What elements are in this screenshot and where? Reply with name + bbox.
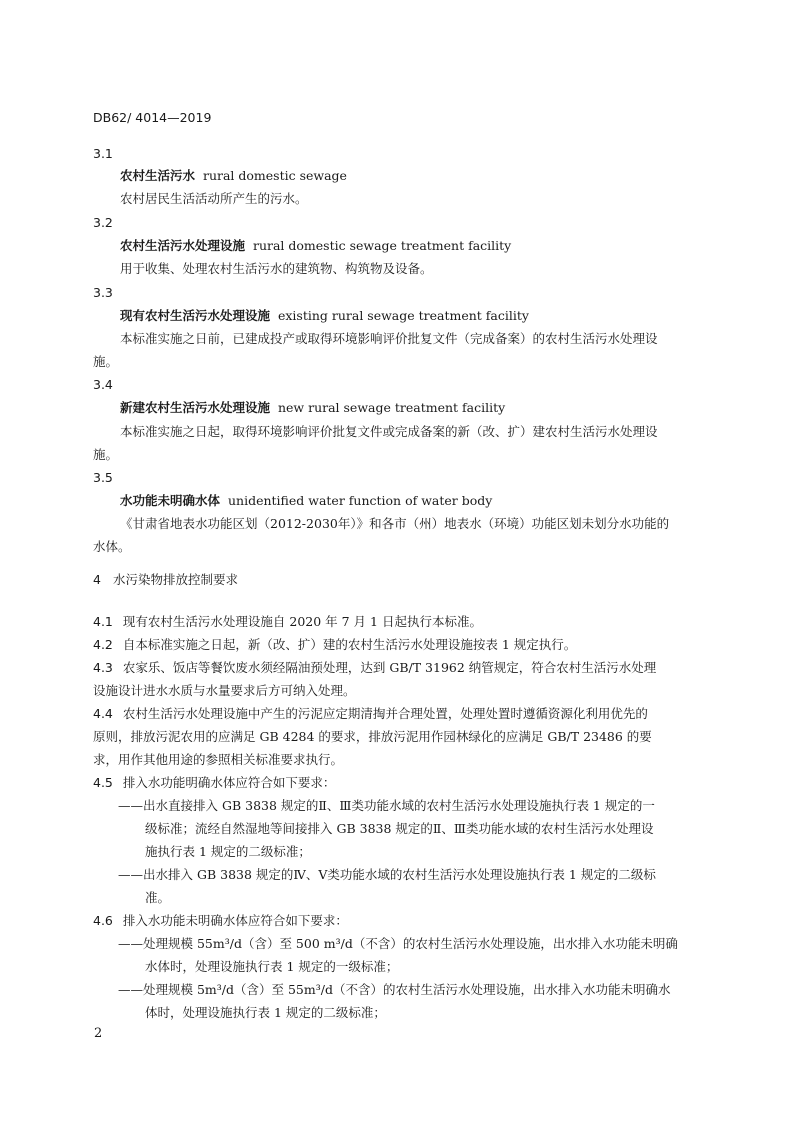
clause-text: 农村生活污水处理设施中产生的污泥应定期清掏并合理处置，处理处置时遵循资源化利用优先的 <box>122 706 648 721</box>
term-heading <box>120 400 505 416</box>
term-definition-cont: 施。 <box>93 354 119 369</box>
list-item: ——出水直接排入 GB 3838 规定的Ⅱ、Ⅲ类功能水域的农村生活污水处理设施执行表 1 规定的一 <box>118 798 655 813</box>
term-number: 3.5 <box>93 470 113 485</box>
term-number: 3.3 <box>93 285 113 300</box>
list-item-cont: 体时，处理设施执行表 1 规定的二级标准； <box>145 1005 386 1020</box>
term-heading <box>120 238 511 254</box>
clause <box>93 637 576 653</box>
term-en: rural domestic sewage <box>202 168 347 183</box>
term-cn: 农村生活污水处理设施 <box>120 238 246 253</box>
list-item-cont: 水体时，处理设施执行表 1 规定的一级标准； <box>145 959 399 974</box>
list-item-cont: 级标准；流经自然湿地等间接排入 GB 3838 规定的Ⅱ、Ⅲ类功能水域的农村生活污水处理设 <box>145 821 654 836</box>
term-cn: 现有农村生活污水处理设施 <box>120 308 271 323</box>
term-cn: 水功能未明确水体 <box>120 493 221 508</box>
document-code: DB62/ 4014—2019 <box>93 110 212 125</box>
list-item-cont: 施执行表 1 规定的二级标准； <box>145 844 311 859</box>
page-number: 2 <box>94 1026 103 1041</box>
clause-number: 4.6 <box>93 913 113 928</box>
clause-text: 排入水功能未明确水体应符合如下要求： <box>122 913 348 928</box>
clause <box>93 775 335 791</box>
clause <box>93 913 348 929</box>
clause-number: 4.2 <box>93 637 113 652</box>
term-number: 3.2 <box>93 215 113 230</box>
clause-text-cont: 原则，排放污泥农用的应满足 GB 4284 的要求，排放污泥用作园林绿化的应满足 GB/T 23486 的要 <box>93 729 652 744</box>
list-item: ——处理规模 55m³/d（含）至 500 m³/d（不含）的农村生活污水处理设施，出水排入水功能未明确 <box>118 936 678 951</box>
clause-text-cont: 求，用作其他用途的参照相关标准要求执行。 <box>93 752 344 767</box>
term-en: unidentified water function of water body <box>227 493 493 508</box>
term-cn: 农村生活污水 <box>120 168 196 183</box>
term-definition: 农村居民生活活动所产生的污水。 <box>120 191 308 206</box>
term-en: existing rural sewage treatment facility <box>277 308 529 323</box>
clause-number: 4.5 <box>93 775 113 790</box>
term-heading <box>120 308 529 324</box>
clause-number: 4.4 <box>93 706 113 721</box>
term-number: 3.4 <box>93 377 113 392</box>
term-definition: 《甘肃省地表水功能区划（2012-2030年）》和各市（州）地表水（环境）功能区划未划分水功能的 <box>120 516 670 531</box>
term-en: new rural sewage treatment facility <box>277 400 506 415</box>
term-heading <box>120 493 492 509</box>
list-item: ——处理规模 5m³/d（含）至 55m³/d（不含）的农村生活污水处理设施，出水排入水功能未明确水 <box>118 982 671 997</box>
clause-number: 4.1 <box>93 614 113 629</box>
term-definition: 本标准实施之日前，已建成投产或取得环境影响评价批复文件（完成备案）的农村生活污水处理设 <box>120 331 658 346</box>
term-definition: 本标准实施之日起，取得环境影响评价批复文件或完成备案的新（改、扩）建农村生活污水处理设 <box>120 424 658 439</box>
term-en: rural domestic sewage treatment facility <box>252 238 512 253</box>
clause <box>93 660 656 676</box>
clause-number: 4.3 <box>93 660 113 675</box>
chapter-number: 4 <box>93 572 101 587</box>
clause-text-cont: 设施设计进水水质与水量要求后方可纳入处理。 <box>93 683 356 698</box>
clause-text: 农家乐、饭店等餐饮废水须经隔油预处理，达到 GB/T 31962 纳管规定，符合农村生活污水处理 <box>122 660 657 675</box>
clause <box>93 614 482 630</box>
term-heading <box>120 168 347 184</box>
term-definition-cont: 施。 <box>93 447 119 462</box>
term-definition-cont: 水体。 <box>93 539 131 554</box>
chapter-heading <box>93 572 238 588</box>
clause <box>93 706 648 722</box>
term-cn: 新建农村生活污水处理设施 <box>120 400 271 415</box>
term-definition: 用于收集、处理农村生活污水的建筑物、构筑物及设备。 <box>120 261 433 276</box>
term-number: 3.1 <box>93 146 113 161</box>
clause-text: 自本标准实施之日起，新（改、扩）建的农村生活污水处理设施按表 1 规定执行。 <box>122 637 577 652</box>
clause-text: 现有农村生活污水处理设施自 2020 年 7 月 1 日起执行本标准。 <box>122 614 482 629</box>
list-item-cont: 准。 <box>145 890 171 905</box>
clause-text: 排入水功能明确水体应符合如下要求： <box>122 775 336 790</box>
chapter-title: 水污染物排放控制要求 <box>112 572 238 587</box>
list-item: ——出水排入 GB 3838 规定的Ⅳ、Ⅴ类功能水域的农村生活污水处理设施执行表 1 规定的二级标 <box>118 867 656 882</box>
